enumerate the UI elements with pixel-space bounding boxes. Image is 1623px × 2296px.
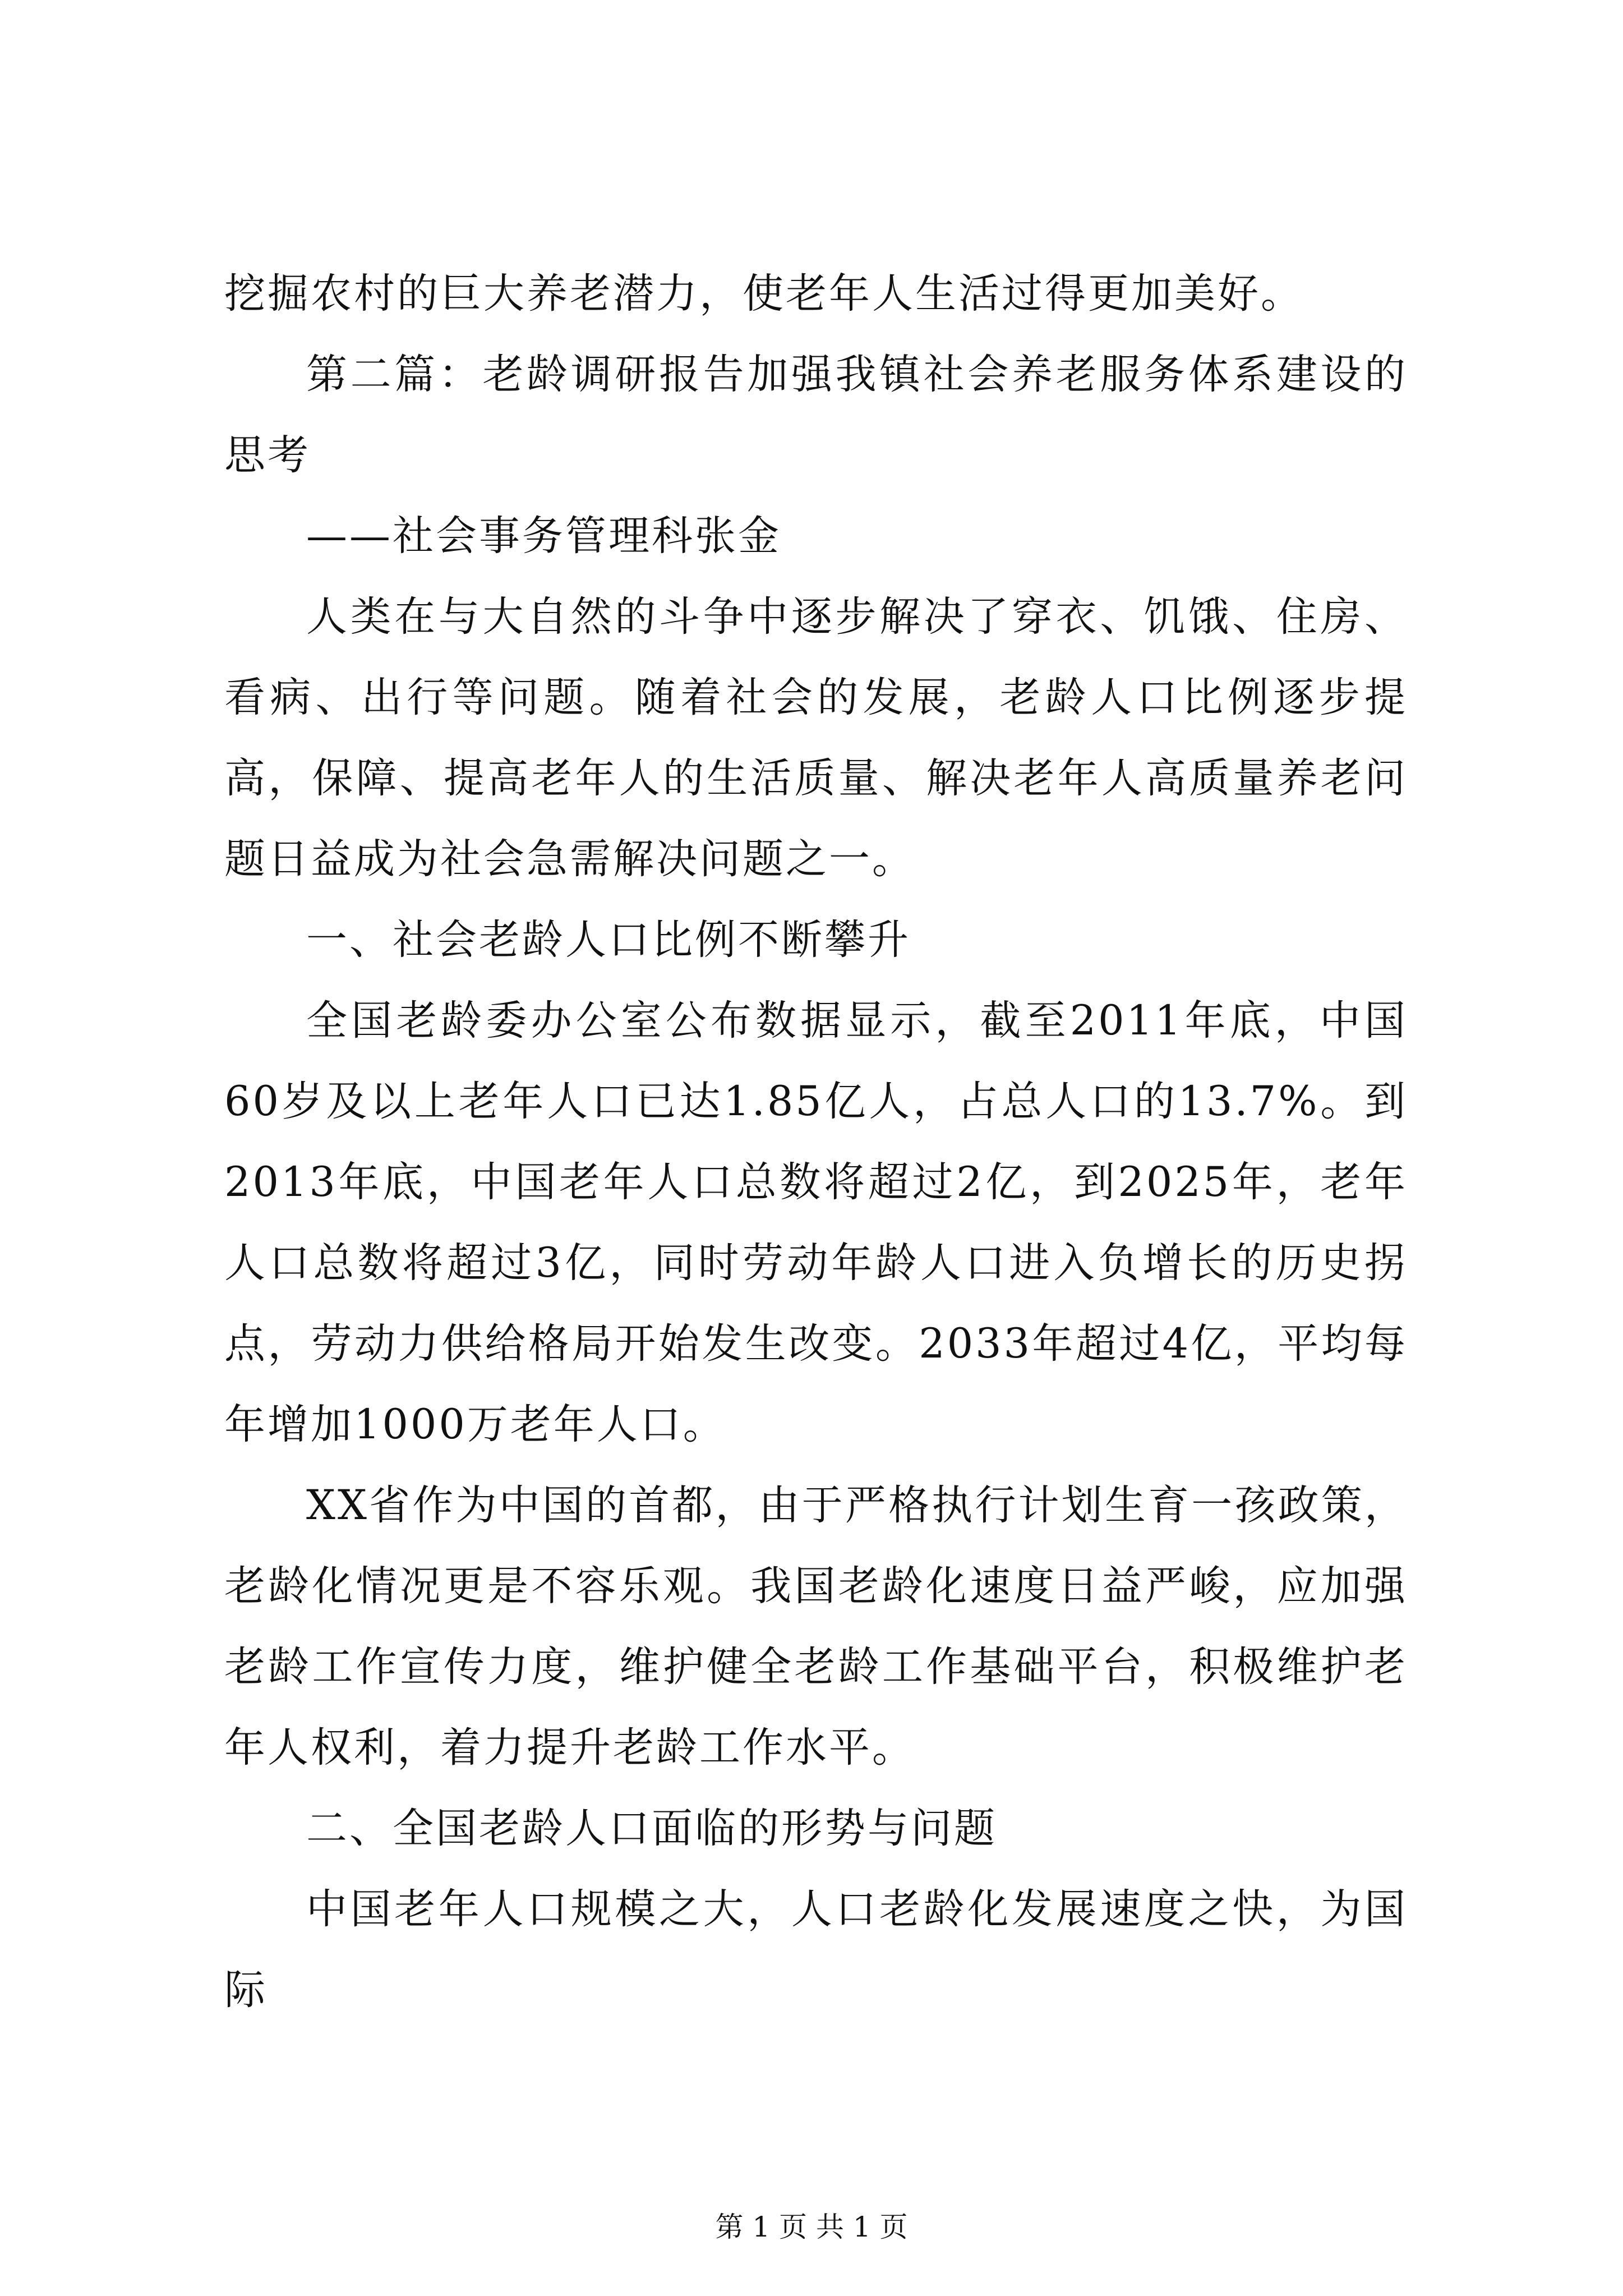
paragraph-author: ——社会事务管理科张金	[306, 512, 781, 560]
paragraph-title: 第二篇：老龄调研报告加强我镇社会养老服务体系建设的思考	[224, 351, 1408, 479]
section-heading-1: 一、社会老龄人口比例不断攀升	[306, 916, 911, 964]
paragraph-province: XX省作为中国的首都，由于严格执行计划生育一孩政策，老龄化情况更是不容乐观。我国老龄化速度日益严峻，应加强老龄工作宣传力度，维护健全老龄工作基础平台，积极维护老年人权利，着力提升老龄工作水平。	[224, 1481, 1408, 1772]
paragraph-1: 挖掘农村的巨大养老潜力，使老年人生活过得更加美好。	[224, 270, 1304, 318]
paragraph-intro: 人类在与大自然的斗争中逐步解决了穿衣、饥饿、住房、看病、出行等问题。随着社会的发展，老龄人口比例逐步提高，保障、提高老年人的生活质量、解决老年人高质量养老问题日益成为社会急需解决问题之一。	[224, 593, 1408, 883]
page-number-footer: 第 1 页 共 1 页	[715, 2211, 908, 2243]
paragraph-statistics: 全国老龄委办公室公布数据显示，截至2011年底，中国60岁及以上老年人口已达1.85亿人，占总人口的13.7%。到2013年底，中国老年人口总数将超过2亿，到2025年，老年人口总数将超过3亿，同时劳动年龄人口进入负增长的历史拐点，劳动力供给格局开始发生改变。2033年超过4亿，平均每年增加1000万老年人口。	[224, 997, 1408, 1448]
document-body	[224, 254, 1408, 2031]
section-heading-2: 二、全国老龄人口面临的形势与问题	[306, 1805, 997, 1852]
paragraph-situation: 中国老年人口规模之大，人口老龄化发展速度之快，为国际	[224, 1885, 1408, 2014]
